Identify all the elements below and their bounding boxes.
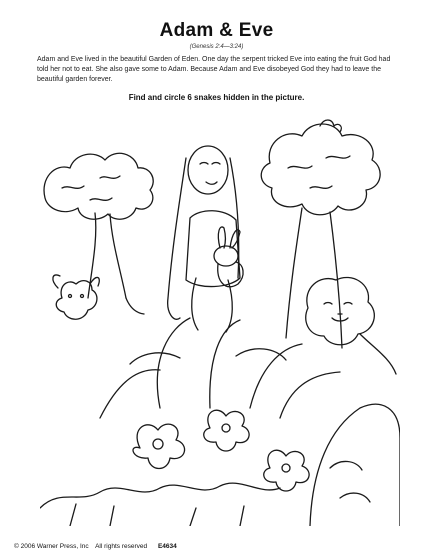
foreground-plants (100, 318, 340, 491)
activity-instruction: Find and circle 6 snakes hidden in the picture. (128, 93, 305, 102)
page-title: Adam & Eve (159, 20, 274, 41)
left-tree (44, 153, 153, 314)
footer (14, 543, 182, 550)
right-tree (261, 120, 380, 348)
copyright-text: © 2006 Warner Press, Inc (14, 543, 89, 550)
scripture-reference: (Genesis 2:4—3:24) (189, 44, 244, 50)
rights-text: All rights reserved (95, 543, 148, 550)
lion (306, 277, 396, 374)
eve-figure (168, 146, 240, 332)
coloring-illustration (40, 108, 400, 526)
ground-grass (40, 483, 280, 526)
story-paragraph: Adam and Eve lived in the beautiful Garden of Eden. One day the serpent tricked Eve into eating the fruit God had told her not to eat. She also gave some to Adam. Because Adam and Eve disobeyed God they had to leave the beautiful garden forever. (37, 56, 391, 83)
rocks (310, 404, 400, 526)
product-code: E4634 (157, 543, 177, 550)
lamb (53, 275, 99, 319)
